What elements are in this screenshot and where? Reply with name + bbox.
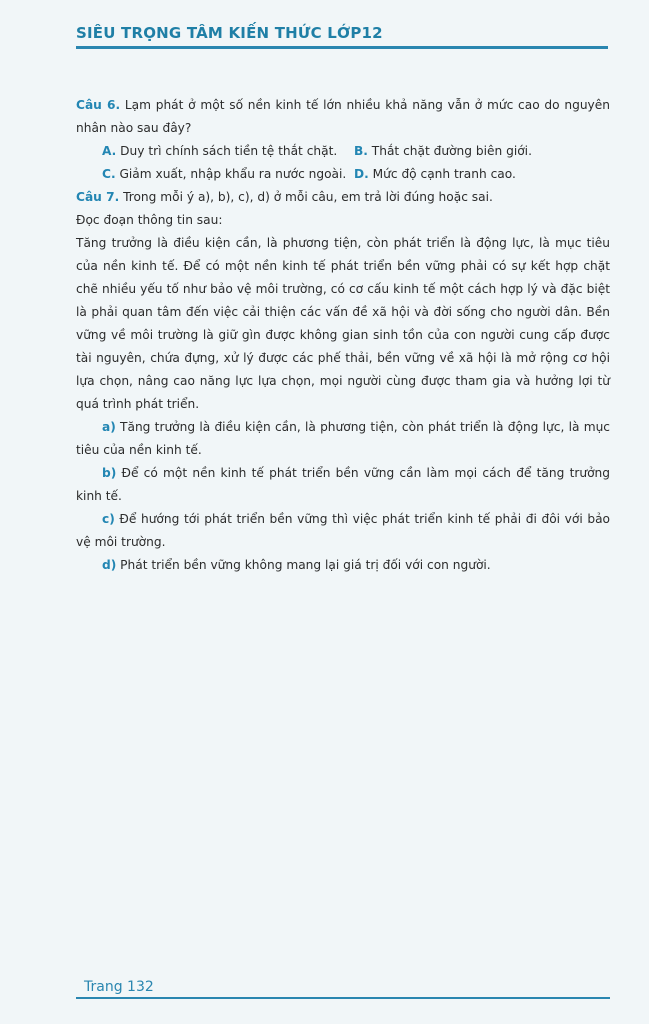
option-c[interactable] <box>102 163 354 186</box>
statement-a[interactable] <box>76 416 610 462</box>
statement-d-text: Phát triển bền vững không mang lại giá trị đối với con người. <box>120 558 491 572</box>
question-6-options-row-2 <box>76 163 610 186</box>
question-6-options-row-1 <box>76 140 610 163</box>
statement-c-letter: c) <box>102 512 115 526</box>
statement-a-text: Tăng trưởng là điều kiện cần, là phương tiện, còn phát triển là động lực, là mục tiêu của nền kinh tế. <box>76 420 610 457</box>
option-a-letter: A. <box>102 144 117 158</box>
question-7-intro: Đọc đoạn thông tin sau: <box>76 213 223 227</box>
header-divider <box>76 46 608 49</box>
option-d-letter: D. <box>354 167 369 181</box>
option-a-text: Duy trì chính sách tiền tệ thắt chặt. <box>120 144 338 158</box>
page-content <box>76 94 610 577</box>
statement-a-letter: a) <box>102 420 116 434</box>
statement-d-letter: d) <box>102 558 117 572</box>
option-b[interactable] <box>354 140 532 163</box>
footer-divider <box>76 997 610 999</box>
statement-b-text: Để có một nền kinh tế phát triển bền vững cần làm mọi cách để tăng trưởng kinh tế. <box>76 466 610 503</box>
question-6-text: Lạm phát ở một số nền kinh tế lớn nhiều khả năng vẫn ở mức cao do nguyên nhân nào sau đây? <box>76 98 610 135</box>
page-number: Trang 132 <box>84 979 154 995</box>
question-7-label: Câu 7. <box>76 190 120 204</box>
question-6-label: Câu 6. <box>76 98 121 112</box>
statement-c-text: Để hướng tới phát triển bền vững thì việc phát triển kinh tế phải đi đôi với bảo vệ môi trường. <box>76 512 610 549</box>
question-7-passage: Tăng trưởng là điều kiện cần, là phương tiện, còn phát triển là động lực, là mục tiêu của nền kinh tế. Để có một nền kinh tế phát triển bền vững phải có sự kết hợp chặt chẽ nhiều yếu tố như bảo vệ môi trường, có cơ cấu kinh tế một cách hợp lý và đặc biệt là phải quan tâm đến việc cải thiện các vấn đề xã hội và đời sống cho người dân. Bền vững về môi trường là giữ gìn được không gian sinh tồn của con người cung cấp được tài nguyên, chứa đựng, xử lý được các phế thải, bền vững về xã hội là mở rộng cơ hội lựa chọn, nâng cao năng lực lựa chọn, mọi người cùng được tham gia và hưởng lợi từ quá trình phát triển. <box>76 236 610 411</box>
option-d[interactable] <box>354 163 516 186</box>
question-6 <box>76 94 610 140</box>
option-a[interactable] <box>102 140 354 163</box>
statement-b-letter: b) <box>102 466 117 480</box>
question-7 <box>76 186 610 209</box>
option-b-letter: B. <box>354 144 368 158</box>
option-d-text: Mức độ cạnh tranh cao. <box>372 167 516 181</box>
statement-b[interactable] <box>76 462 610 508</box>
statement-c[interactable] <box>76 508 610 554</box>
question-7-text: Trong mỗi ý a), b), c), d) ở mỗi câu, em trả lời đúng hoặc sai. <box>123 190 493 204</box>
option-c-letter: C. <box>102 167 116 181</box>
option-b-text: Thắt chặt đường biên giới. <box>371 144 532 158</box>
statement-d[interactable] <box>76 554 610 577</box>
running-header-title: SIÊU TRỌNG TÂM KIẾN THỨC LỚP12 <box>76 24 383 42</box>
option-c-text: Giảm xuất, nhập khẩu ra nước ngoài. <box>119 167 347 181</box>
